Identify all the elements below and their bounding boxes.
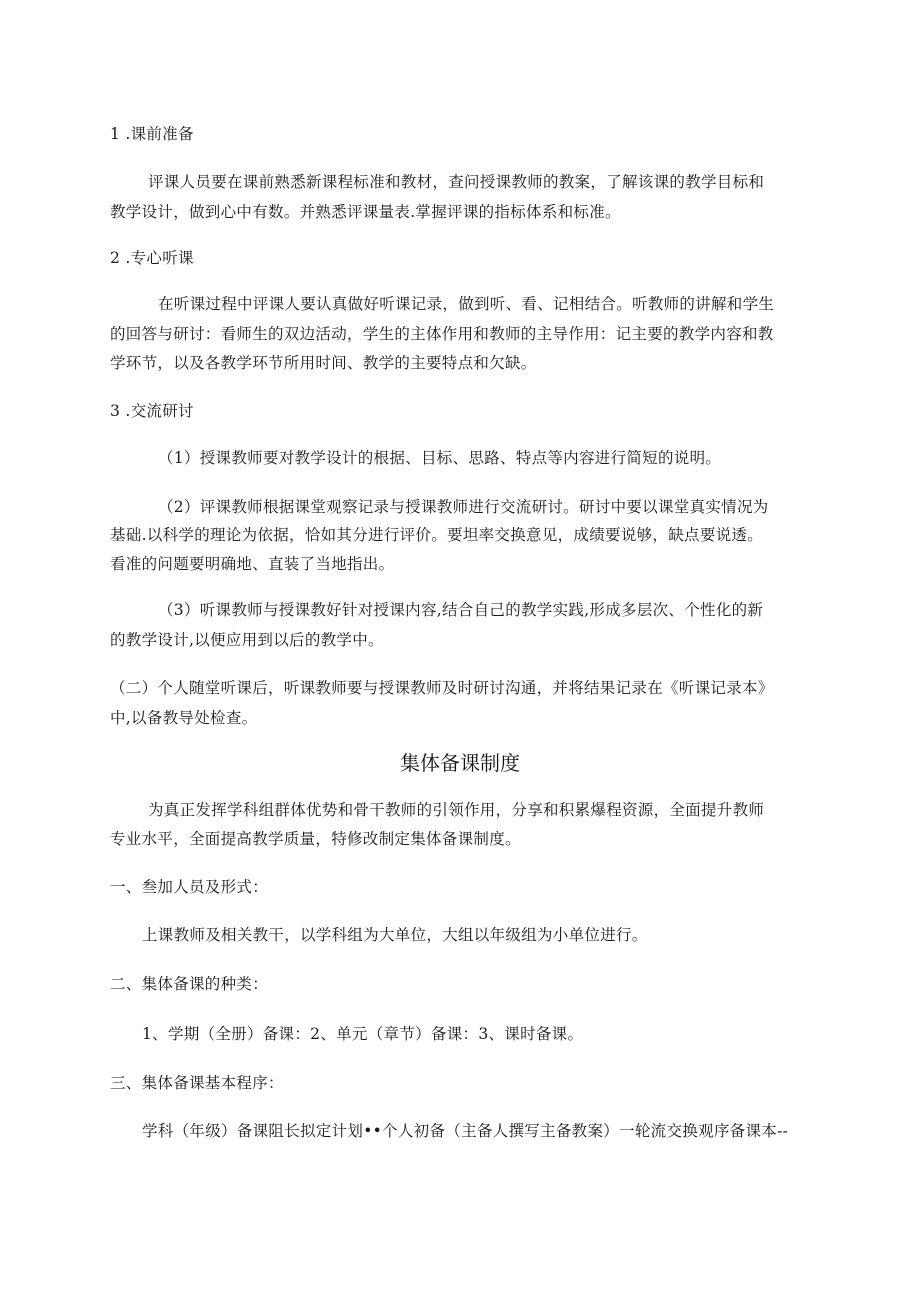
section-title-preparation: 1 .课前准备 <box>110 125 194 143</box>
paragraph-listening-line-1: 在听课过程中评课人要认真做好听课记录，做到听、看、记相结合。听教师的讲解和学生 <box>158 295 775 313</box>
discussion-item-2-line-2: 基础.以科学的理论为依据，恰如其分进行评价。要坦率交换意见，成绩要说够，缺点要说透。 <box>110 526 764 544</box>
part-three-title: 三、集体备课基本程序： <box>110 1074 284 1092</box>
intro-line-1: 为真正发挥学科组群体优势和骨干教师的引领作用，分享和积累爆程资源，全面提升教师 <box>148 801 765 819</box>
personal-observation-line-1: （二）个人随堂听课后，听课教师要与授课教师及时研讨沟通，并将结果记录在《听课记录本》 <box>110 679 774 697</box>
discussion-item-3-line-2: 的教学设计,以便应用到以后的教学中。 <box>110 631 384 649</box>
paragraph-listening-line-3: 学环节，以及各教学环节所用时间、教学的主要特点和欠缺。 <box>110 354 537 372</box>
section-title-discussion: 3 .交流研讨 <box>110 402 194 420</box>
paragraph-listening-line-2: 的回答与研讨：看师生的双边活动，学生的主体作用和教师的主导作用：记主要的教学内容和教 <box>110 325 774 343</box>
paragraph-preparation-line-2: 教学设计，做到心中有数。并熟悉评课量表.掌握评课的指标体系和标准。 <box>110 203 621 221</box>
discussion-item-1: （1）授课教师要对教学设计的根据、目标、思路、特点等内容进行简短的说明。 <box>158 449 722 467</box>
discussion-item-2-line-1: （2）评课教师根据课堂观察记录与授课教师进行交流研讨。研讨中要以课堂真实情况为 <box>158 498 769 516</box>
section-title-listening: 2 .专心听课 <box>110 249 194 267</box>
intro-line-2: 专业水平，全面提高教学质量，特修改制定集体备课制度。 <box>110 830 521 848</box>
part-two-title: 二、集体备课的种类： <box>110 975 269 993</box>
discussion-item-3-line-1: （3）听课教师与授课教好针对授课内容,结合自己的教学实践,形成多层次、个性化的新 <box>158 601 764 619</box>
part-one-text: 上课教师及相关教干，以学科组为大单位，大组以年级组为小单位进行。 <box>142 926 648 944</box>
page-heading: 集体备课制度 <box>400 751 520 775</box>
paragraph-preparation-line-1: 评课人员要在课前熟悉新课程标准和教材，查问授课教师的教案，了解该课的教学目标和 <box>148 173 765 191</box>
discussion-item-2-line-3: 看准的问题要明确地、直装了当地指出。 <box>110 555 395 573</box>
personal-observation-line-2: 中,以备教导处检查。 <box>110 709 258 727</box>
part-two-text: 1、学期（全册）备课：2、单元（章节）备课：3、课时备课。 <box>142 1025 584 1043</box>
part-one-title: 一、叁加人员及形式： <box>110 878 269 896</box>
part-three-text: 学科（年级）备课阻长拟定计划••个人初备（主备人撰写主备教案）一轮流交换观序备课本-- <box>142 1122 789 1140</box>
